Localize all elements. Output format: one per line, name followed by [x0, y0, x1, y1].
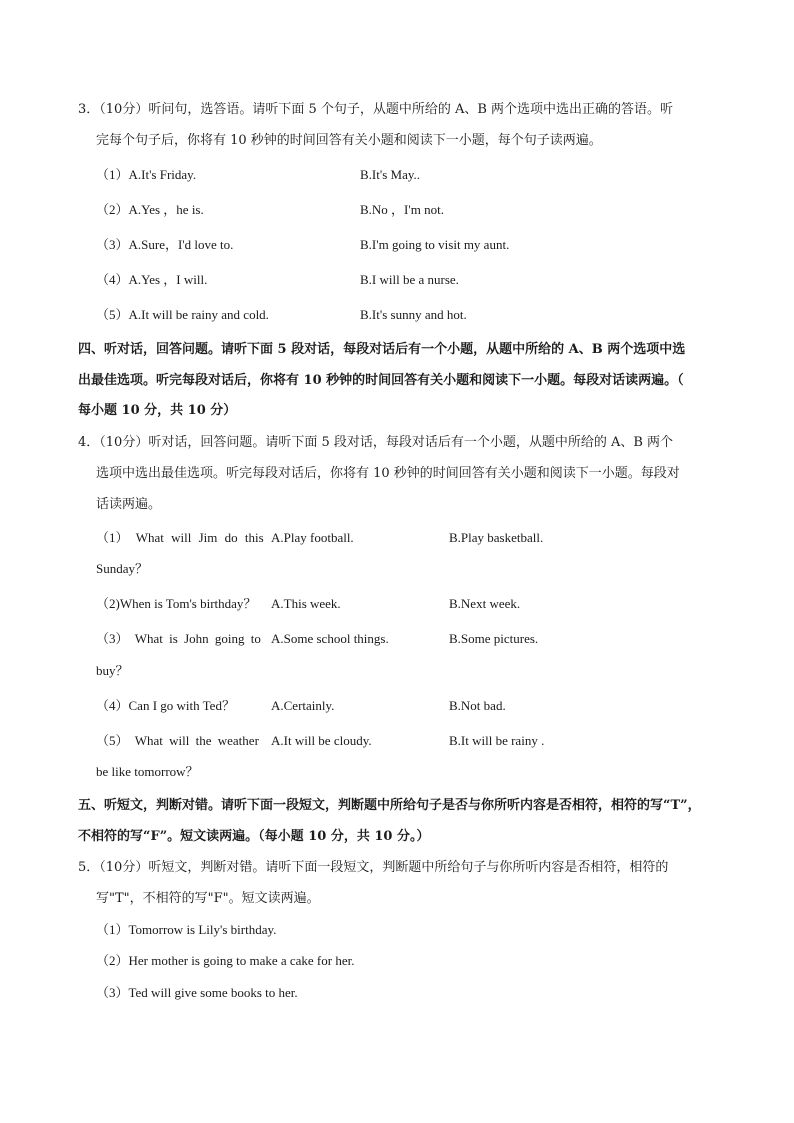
q4-item5-question: （5） What will the weather	[96, 733, 259, 748]
q4-item5-option-a: A.It will be cloudy.	[271, 733, 372, 748]
q3-item3-option-b: B.I'm going to visit my aunt.	[360, 237, 510, 252]
q3-instruction-line1: 3．（10分）听问句，选答语。请听下面 5 个句子，从题中所给的 A、B 两个选项中选出正确的答语。听	[78, 102, 674, 117]
q3-item5-option-b: B.It's sunny and hot.	[360, 307, 467, 322]
q3-item4-option-b: B.I will be a nurse.	[360, 272, 459, 287]
q5-statement-2: （2）Her mother is going to make a cake for her.	[96, 953, 355, 968]
q3-instruction-line2: 完每个句子后，你将有 10 秒钟的时间回答有关小题和阅读下一小题，每个句子读两遍。	[96, 133, 602, 148]
q4-instruction-line3: 话读两遍。	[96, 497, 162, 512]
q4-item2-option-b: B.Next week.	[449, 596, 521, 611]
section4-heading-line1: 四、听对话，回答问题。请听下面 5 段对话，每段对话后有一个小题，从题中所给的 A、B 两个选项中选	[78, 342, 686, 357]
q5-statement-1: （1）Tomorrow is Lily's birthday.	[96, 922, 277, 937]
q4-item3-question-cont: buy？	[96, 663, 129, 678]
q4-item1-question: （1） What will Jim do this	[96, 530, 264, 545]
section4-heading-line2: 出最佳选项。听完每段对话后，你将有 10 秒钟的时间回答有关小题和阅读下一小题。每段对话读两遍。（	[78, 373, 684, 388]
section5-heading-line1: 五、听短文，判断对错。请听下面一段短文，判断题中所给句子是否与你所听内容是否相符，相符的写“T”，	[78, 798, 701, 813]
q4-item5-option-b: B.It will be rainy .	[449, 733, 545, 748]
q4-instruction-line1: 4．（10分）听对话，回答问题。请听下面 5 段对话，每段对话后有一个小题，从题中所给的 A、B 两个	[78, 435, 674, 450]
q3-item5-option-a: （5）A.It will be rainy and cold.	[96, 307, 269, 322]
q4-item1-option-b: B.Play basketball.	[449, 530, 544, 545]
q4-instruction-line2: 选项中选出最佳选项。听完每段对话后，你将有 10 秒钟的时间回答有关小题和阅读下一小题。每段对	[96, 466, 680, 481]
q5-instruction-line1: 5．（10分）听短文，判断对错。请听下面一段短文，判断题中所给句子与你所听内容是否相符，相符的	[78, 860, 669, 875]
q3-item3-option-a: （3）A.Sure，I'd love to.	[96, 237, 234, 252]
q4-item2-option-a: A.This week.	[271, 596, 341, 611]
q4-item5-question-cont: be like tomorrow？	[96, 764, 199, 779]
q4-item3-option-b: B.Some pictures.	[449, 631, 539, 646]
q3-item2-option-b: B.No ，I'm not.	[360, 202, 444, 217]
q4-item1-option-a: A.Play football.	[271, 530, 354, 545]
q5-instruction-line2: 写"T"，不相符的写"F"。短文读两遍。	[96, 891, 320, 906]
q4-item3-question: （3） What is John going to	[96, 631, 261, 646]
q4-item4-question: （4）Can I go with Ted？	[96, 698, 235, 713]
q3-item4-option-a: （4）A.Yes ，I will.	[96, 272, 208, 287]
section5-heading-line2: 不相符的写“F”。短文读两遍。（每小题 10 分，共 10 分。）	[78, 829, 430, 844]
q3-item2-option-a: （2）A.Yes ，he is.	[96, 202, 204, 217]
q4-item1-question-cont: Sunday？	[96, 561, 149, 576]
q4-item3-option-a: A.Some school things.	[271, 631, 389, 646]
q4-item4-option-a: A.Certainly.	[271, 698, 335, 713]
q4-item2-question: （2)When is Tom's birthday？	[96, 596, 257, 611]
q3-item1-option-b: B.It's May..	[360, 167, 420, 182]
section4-heading-line3: 每小题 10 分，共 10 分）	[78, 403, 237, 418]
q5-statement-3: （3）Ted will give some books to her.	[96, 985, 298, 1000]
q4-item4-option-b: B.Not bad.	[449, 698, 506, 713]
q3-item1-option-a: （1）A.It's Friday.	[96, 167, 197, 182]
